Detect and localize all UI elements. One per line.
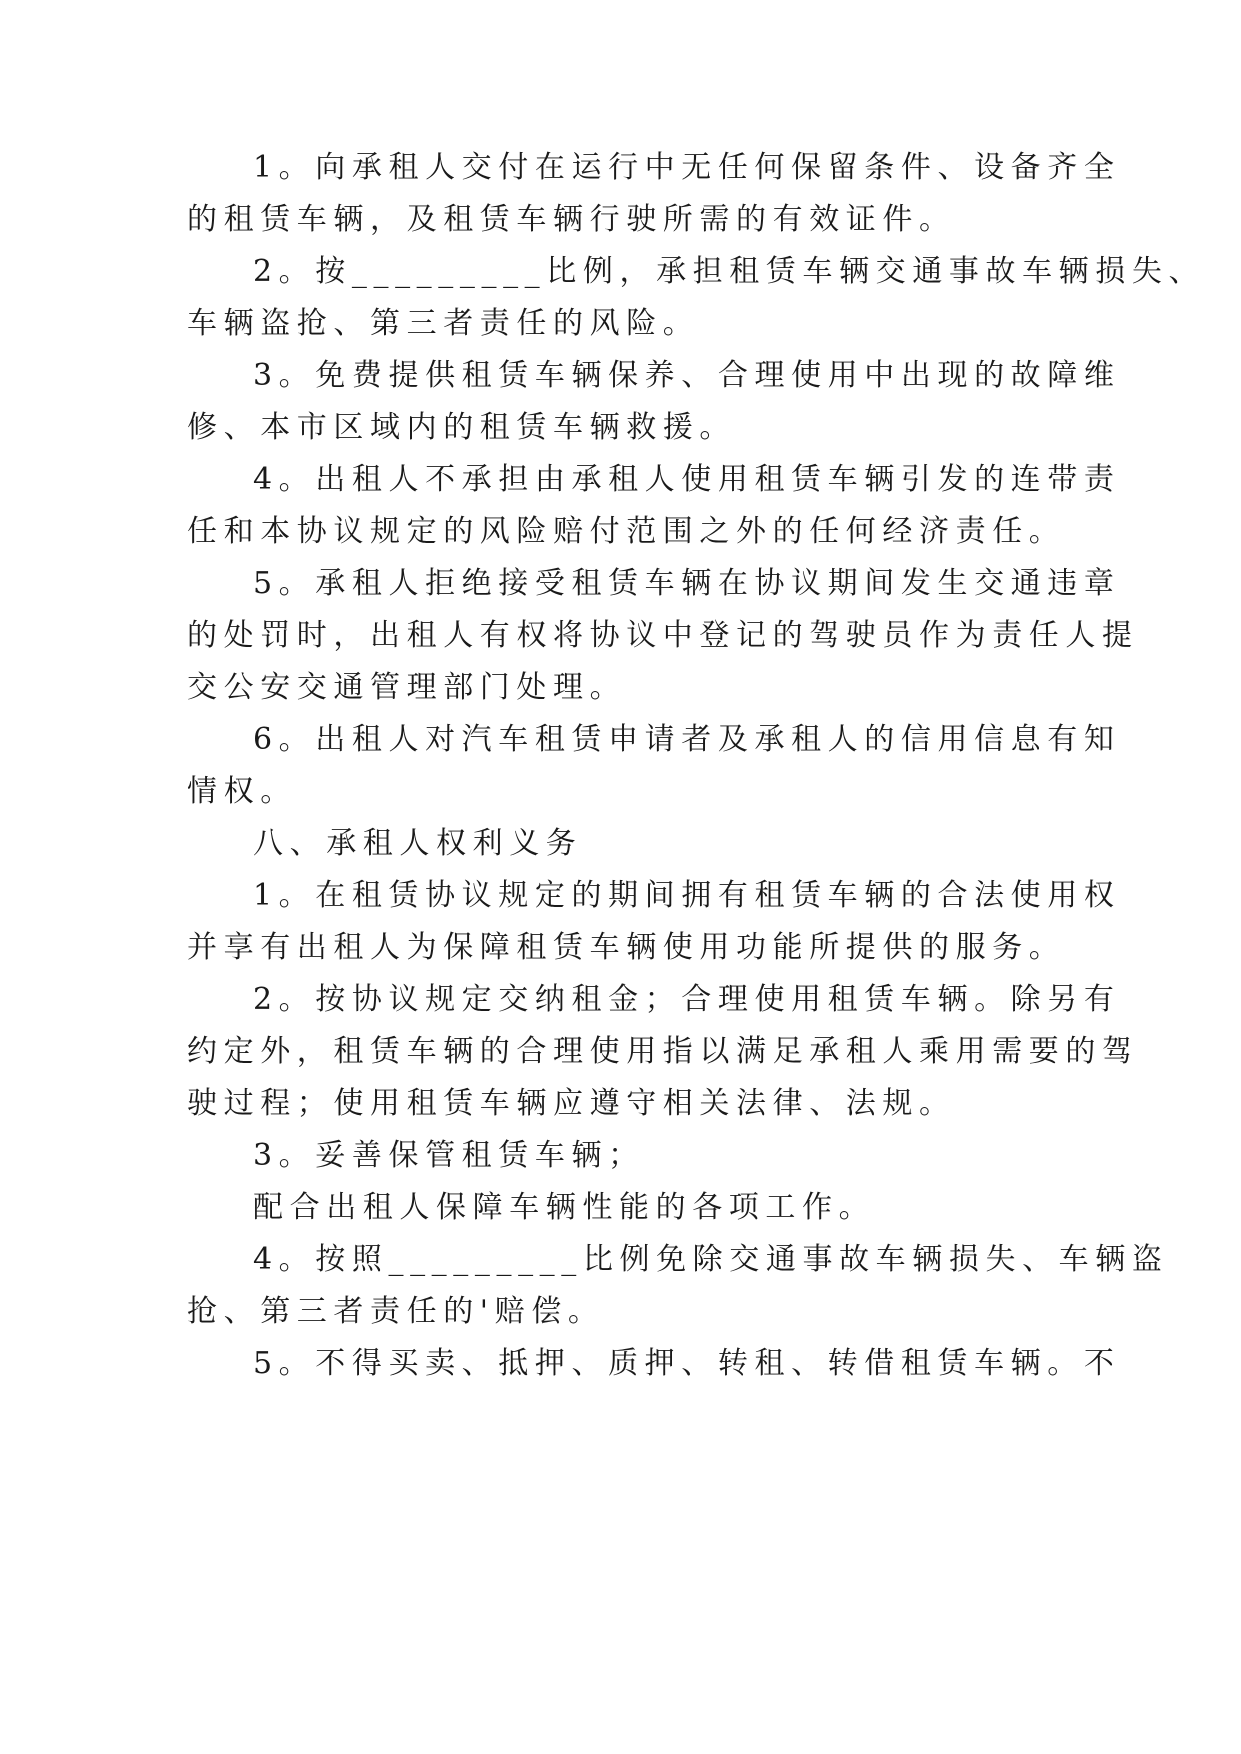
paragraph-line: 抢、第三者责任的'赔偿。 — [187, 1294, 605, 1329]
paragraph-line: 5。承租人拒绝接受租赁车辆在协议期间发生交通违章 — [253, 566, 1121, 601]
paragraph-line: 4。出租人不承担由承租人使用租赁车辆引发的连带责 — [253, 462, 1121, 497]
paragraph-line: 2。按_________比例，承担租赁车辆交通事故车辆损失、 — [253, 254, 1206, 289]
paragraph-line: 配合出租人保障车辆性能的各项工作。 — [253, 1190, 876, 1225]
paragraph-line: 约定外，租赁车辆的合理使用指以满足承租人乘用需要的驾 — [187, 1034, 1139, 1069]
paragraph-line: 任和本协议规定的风险赔付范围之外的任何经济责任。 — [187, 514, 1066, 549]
paragraph-line: 交公安交通管理部门处理。 — [187, 670, 627, 705]
paragraph-line: 并享有出租人为保障租赁车辆使用功能所提供的服务。 — [187, 930, 1066, 965]
paragraph-line: 1。向承租人交付在运行中无任何保留条件、设备齐全 — [253, 150, 1121, 185]
paragraph-line: 车辆盗抢、第三者责任的风险。 — [187, 306, 700, 341]
paragraph-line: 6。出租人对汽车租赁申请者及承租人的信用信息有知 — [253, 722, 1121, 757]
section-heading: 八、承租人权利义务 — [253, 826, 583, 861]
paragraph-line: 的租赁车辆，及租赁车辆行驶所需的有效证件。 — [187, 202, 956, 237]
paragraph-line: 3。妥善保管租赁车辆； — [253, 1138, 645, 1173]
paragraph-line: 修、本市区域内的租赁车辆救援。 — [187, 410, 736, 445]
paragraph-line: 情权。 — [187, 774, 297, 809]
paragraph-line: 驶过程；使用租赁车辆应遵守相关法律、法规。 — [187, 1086, 956, 1121]
paragraph-line: 1。在租赁协议规定的期间拥有租赁车辆的合法使用权 — [253, 878, 1121, 913]
paragraph-line: 的处罚时，出租人有权将协议中登记的驾驶员作为责任人提 — [187, 618, 1139, 653]
paragraph-line: 3。免费提供租赁车辆保养、合理使用中出现的故障维 — [253, 358, 1121, 393]
paragraph-line: 2。按协议规定交纳租金；合理使用租赁车辆。除另有 — [253, 982, 1121, 1017]
paragraph-line: 4。按照_________比例免除交通事故车辆损失、车辆盗 — [253, 1242, 1169, 1277]
paragraph-line: 5。不得买卖、抵押、质押、转租、转借租赁车辆。不 — [253, 1346, 1121, 1381]
